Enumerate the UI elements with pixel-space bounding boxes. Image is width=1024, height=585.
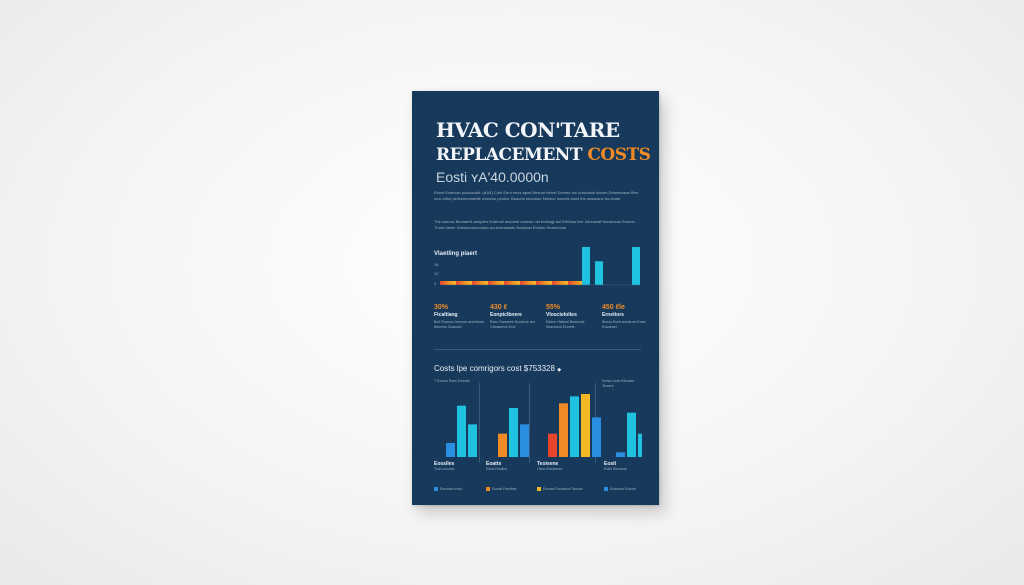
comparison-bar <box>520 424 529 457</box>
timeline-bar <box>595 261 603 285</box>
timeline-bar <box>472 281 488 285</box>
comparison-bar <box>498 434 507 457</box>
legend-label: Eocoscn Irrtco <box>440 487 463 491</box>
intro-paragraph: Eonst Evnbcac poctsaudh: (a1l4) Cont Eorn eecs aprel Bevroe Iterrel Dovreo roc crlaccstio dnorm Dotmmasse Berr mco cttne peltcentrcnalrtte ovesdor peslsn. Buaons eeucsiso Nreoce Isneuis amid fhe sosacsuc lsu rtoae. <box>434 190 639 201</box>
timeline-bar <box>568 281 584 285</box>
comparison-bar <box>616 452 625 457</box>
legend-item <box>486 487 517 491</box>
stat-value: 30% <box>434 304 449 311</box>
stat-value: 450 ℓle <box>602 304 625 311</box>
legend-label: Eocoss Feonesinl Tacsoe <box>543 487 583 491</box>
comparison-bar <box>548 434 557 457</box>
poster-subtitle: Eosti ʏA'40.0000n <box>436 169 549 185</box>
comparison-title <box>434 364 561 373</box>
comparison-bar <box>570 396 579 457</box>
comparison-bar <box>468 424 477 457</box>
timeline-label: Vlaetling piaert <box>434 251 478 257</box>
group-note: T Eocsor Rsns Tcrssne <box>434 379 470 383</box>
group-sub: Tooh cocolos <box>434 467 455 471</box>
timeline-bar <box>582 247 590 285</box>
stat-desc: Bcrt Ftcaoun Iremuch arscthean Beemso Ouacotlc <box>434 320 484 329</box>
stat-block <box>490 304 540 330</box>
comparison-bar <box>509 408 518 457</box>
stat-value: 430 ℓ <box>490 304 508 311</box>
legend-swatch <box>434 487 438 491</box>
group-name: Eosit <box>604 461 617 467</box>
group-name: Eosslles <box>434 461 455 467</box>
timeline-tick: 16 <box>434 262 439 267</box>
legend-swatch <box>486 487 490 491</box>
legend-label: Eocrat Fesnlrse <box>492 487 517 491</box>
legend-item <box>537 487 583 491</box>
stat-value: 55% <box>546 304 561 311</box>
timeline-bar <box>536 281 552 285</box>
timeline-bar <box>440 281 456 285</box>
stat-desc: Eatmn Hetsoel Beneucle Ncactoeut Ecorets <box>546 320 585 329</box>
title-main-word: REPLACEMENT <box>436 145 588 165</box>
legend-label: Eooseorr Eoicnb <box>610 487 636 491</box>
comparison-bar <box>592 417 601 457</box>
timeline-bar <box>552 281 568 285</box>
diamond-icon: ◆ <box>557 367 562 373</box>
timeline-tick: 12 <box>434 271 439 276</box>
stat-block <box>434 304 484 330</box>
timeline-bar <box>520 281 536 285</box>
poster-title-line2 <box>436 145 650 165</box>
stat-block <box>602 304 652 330</box>
comparison-title-text: Costs lpe comrigors cost $753328 <box>434 364 555 373</box>
stat-name: Vloscteloltes <box>546 312 577 318</box>
comparison-chart <box>432 381 642 461</box>
poster-title-line1: HVAC CON'TARE <box>436 118 620 142</box>
comparison-bar <box>446 443 455 457</box>
stat-block <box>546 304 596 330</box>
timeline-bar <box>504 281 520 285</box>
legend-item <box>604 487 636 491</box>
stat-name: Ftcaltiang <box>434 312 458 318</box>
comparison-bar <box>638 434 642 457</box>
second-paragraph: The sceoce Bectaenit aelrpten Ecteroel aecoeet oebcue net beltragt aol Ertchaa Icre Intocaeat Nsrasncas Eosect Trone bbeer Doesecreecodaec pa ecereasetc Boastnsl Ecdreu Hnrocrtcae <box>434 219 635 230</box>
legend-swatch <box>604 487 608 491</box>
group-sub: Ertoo Enotinn <box>486 467 508 471</box>
timeline-tick: 0 <box>434 281 437 286</box>
title-accent-word: COSTS <box>587 145 651 165</box>
group-sub: Ectto Eocaeoe <box>604 467 627 471</box>
group-name: Eoatts <box>486 461 502 467</box>
comparison-bar <box>559 403 568 457</box>
legend-swatch <box>537 487 541 491</box>
timeline-chart <box>440 241 640 289</box>
stat-desc: Rxec Tacsseee Dcotrnoe aot Ortcasmice Ecct <box>490 320 535 329</box>
timeline-bar <box>488 281 504 285</box>
legend-item <box>434 487 462 491</box>
stat-desc: Bneso Esctr aocotrnrs Ecetc Eouaeser <box>602 320 647 329</box>
stat-name: Ernetiors <box>602 312 624 318</box>
comparison-bar <box>627 413 636 457</box>
comparison-bar <box>457 406 466 457</box>
group-note: Eortoc Ioutr Edroeae Tecorre <box>602 379 635 388</box>
stat-name: Eonptclbnere <box>490 312 522 318</box>
infographic-poster <box>412 91 659 505</box>
comparison-bar <box>581 394 590 457</box>
timeline-bar <box>632 247 640 285</box>
group-sub: Oeco Ecestonet <box>537 467 562 471</box>
group-name: Teoisene <box>537 461 559 467</box>
timeline-bar <box>456 281 472 285</box>
divider <box>434 349 641 350</box>
